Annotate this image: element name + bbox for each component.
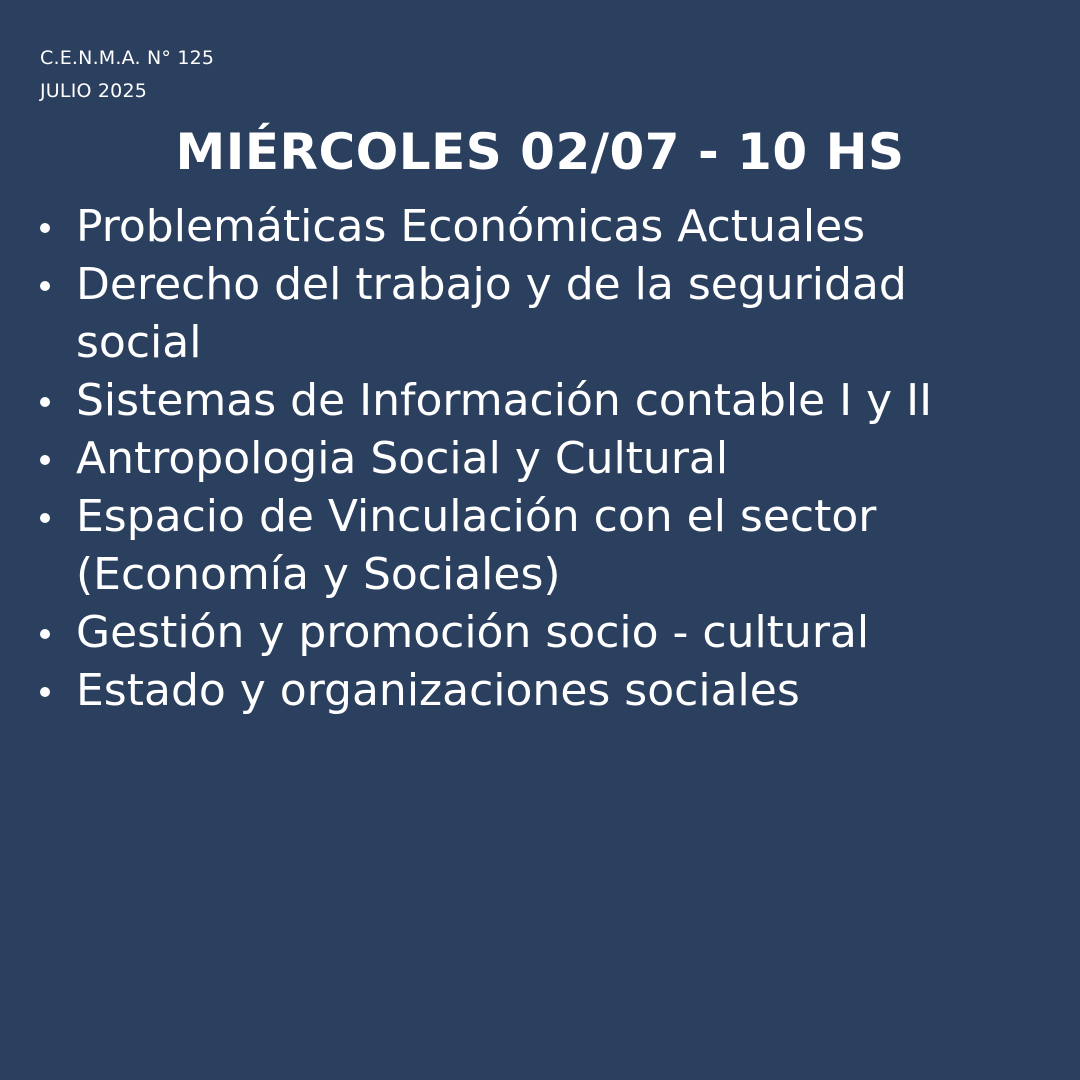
bullet-icon: [40, 629, 50, 639]
subject-label: Derecho del trabajo y de la seguridad social: [76, 259, 907, 368]
subject-label: Sistemas de Información contable I y II: [76, 375, 933, 426]
list-item: [40, 372, 970, 430]
list-item: [40, 198, 970, 256]
subject-label: Espacio de Vinculación con el sector (Economía y Sociales): [76, 491, 877, 600]
subject-label: Antropologia Social y Cultural: [76, 433, 729, 484]
subject-label: Estado y organizaciones sociales: [76, 665, 800, 716]
bullet-icon: [40, 455, 50, 465]
list-item: [40, 430, 970, 488]
subject-list: [40, 198, 970, 720]
organization-name: C.E.N.M.A. N° 125: [40, 47, 215, 69]
list-item: [40, 488, 970, 604]
list-item: [40, 662, 970, 720]
header-info: [40, 42, 214, 108]
bullet-icon: [40, 687, 50, 697]
list-item: [40, 604, 970, 662]
bullet-icon: [40, 397, 50, 407]
list-item: [40, 256, 970, 372]
bullet-icon: [40, 281, 50, 291]
subject-label: Problemáticas Económicas Actuales: [76, 201, 866, 252]
bullet-icon: [40, 223, 50, 233]
page-title: MIÉRCOLES 02/07 - 10 HS: [175, 123, 905, 181]
bullet-icon: [40, 513, 50, 523]
subject-label: Gestión y promoción socio - cultural: [76, 607, 870, 658]
period-label: JULIO 2025: [40, 80, 148, 102]
